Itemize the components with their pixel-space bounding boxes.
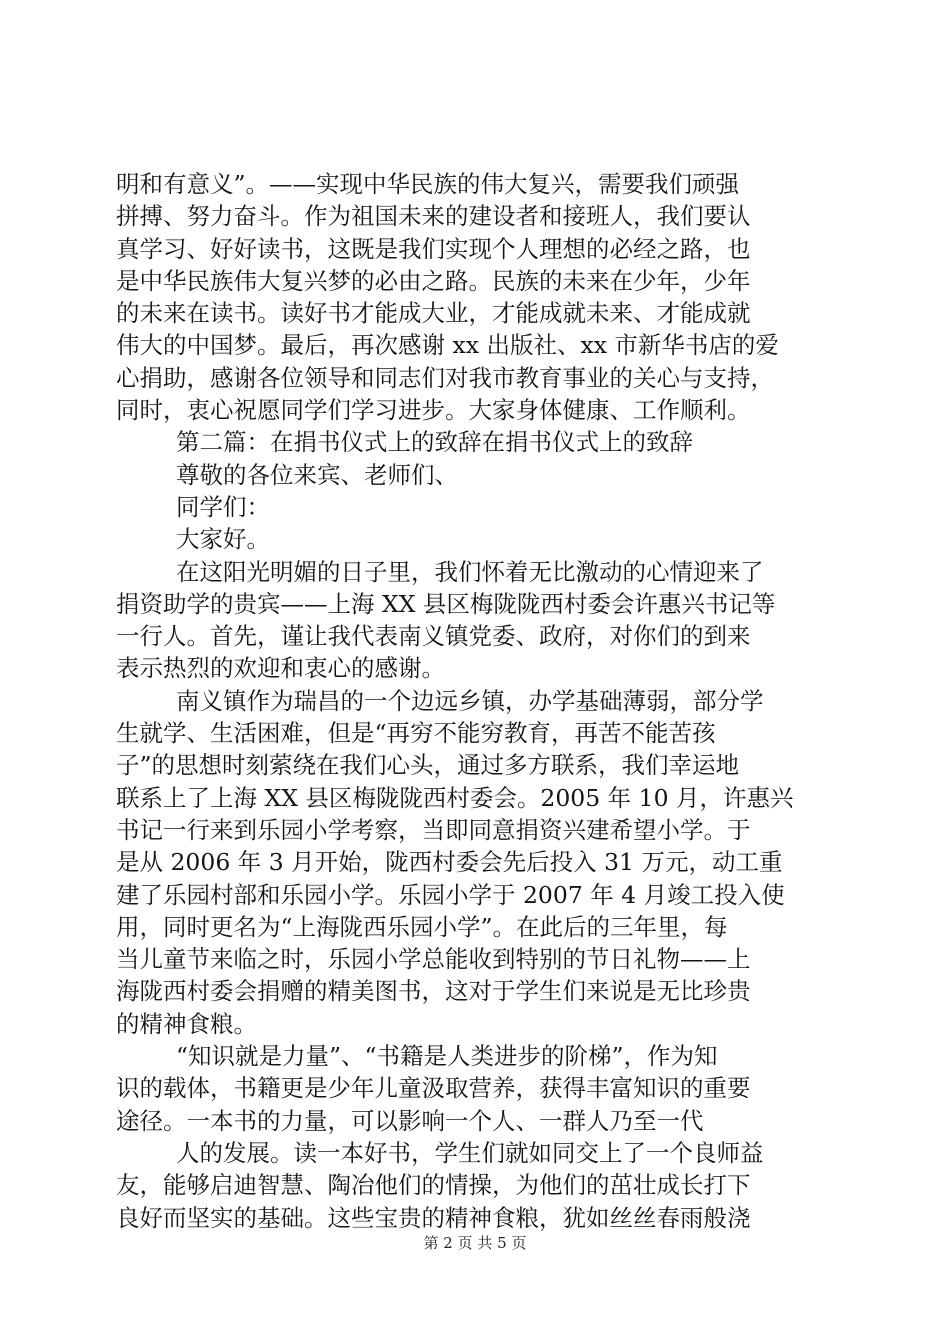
- text-line: 表示热烈的欢迎和衷心的感谢。: [116, 654, 445, 683]
- text-line: 拼搏、努力奋斗。作为祖国未来的建设者和接班人，我们要认: [116, 202, 751, 231]
- text-line: 途径。一本书的力量，可以影响一个人、一群人乃至一代: [116, 1106, 704, 1135]
- text-line: 真学习、好好读书，这既是我们实现个人理想的必经之路，也: [116, 234, 751, 263]
- salutation-line: 同学们：: [176, 492, 270, 521]
- text-line: 友，能够启迪智慧、陶冶他们的情操，为他们的茁壮成长打下: [116, 1171, 751, 1200]
- text-line: “知识就是力量”、“书籍是人类进步的阶梯”，作为知: [176, 1042, 718, 1071]
- text-line: 人的发展。读一本好书，学生们就如同交上了一个良师益: [176, 1138, 764, 1167]
- page-number-footer: 第 2 页 共 5 页: [423, 1234, 527, 1252]
- text-line: 捐资助学的贵宾——上海 XX 县区梅陇陇西村委会许惠兴书记等: [116, 589, 776, 618]
- text-line: 是中华民族伟大复兴梦的必由之路。民族的未来在少年，少年: [116, 266, 751, 295]
- text-line: 联系上了上海 XX 县区梅陇陇西村委会。2005 年 10 月，许惠兴: [116, 783, 794, 812]
- text-line: 在这阳光明媚的日子里，我们怀着无比激动的心情迎来了: [176, 557, 764, 586]
- text-line: 伟大的中国梦。最后，再次感谢 xx 出版社、xx 市新华书店的爱: [116, 331, 779, 360]
- text-line: 良好而坚实的基础。这些宝贵的精神食粮，犹如丝丝春雨般浇: [116, 1203, 751, 1232]
- section-heading: 第二篇：在捐书仪式上的致辞在捐书仪式上的致辞: [176, 428, 693, 457]
- text-line: 心捐助，感谢各位领导和同志们对我市教育事业的关心与支持，: [116, 363, 774, 392]
- text-line: 当儿童节来临之时，乐园小学总能收到特别的节日礼物——上: [116, 945, 751, 974]
- text-line: 同时，衷心祝愿同学们学习进步。大家身体健康、工作顺利。: [116, 396, 751, 425]
- text-line: 建了乐园村部和乐园小学。乐园小学于 2007 年 4 月竣工投入使: [116, 880, 785, 909]
- text-line: 是从 2006 年 3 月开始，陇西村委会先后投入 31 万元，动工重: [116, 848, 783, 877]
- text-line: 用，同时更名为“上海陇西乐园小学”。在此后的三年里，每: [116, 912, 728, 941]
- greeting-line: 大家好。: [176, 525, 270, 554]
- text-line: 的未来在读书。读好书才能成大业，才能成就未来、才能成就: [116, 299, 751, 328]
- text-line: 一行人。首先，谨让我代表南义镇党委、政府，对你们的到来: [116, 622, 751, 651]
- text-line: 子”的思想时刻萦绕在我们心头，通过多方联系，我们幸运地: [116, 751, 740, 780]
- document-body: [116, 168, 836, 1234]
- text-line: 的精神食粮。: [116, 1009, 257, 1038]
- text-line: 海陇西村委会捐赠的精美图书，这对于学生们来说是无比珍贵: [116, 977, 751, 1006]
- text-line: 书记一行来到乐园小学考察，当即同意捐资兴建希望小学。于: [116, 815, 751, 844]
- text-line: 南义镇作为瑞昌的一个边远乡镇，办学基础薄弱，部分学: [176, 686, 764, 715]
- text-line: 识的载体，书籍更是少年儿童汲取营养，获得丰富知识的重要: [116, 1074, 751, 1103]
- text-line: 明和有意义”。——实现中华民族的伟大复兴，需要我们顽强: [116, 170, 740, 198]
- text-line: 生就学、生活困难，但是“再穷不能穷教育，再苦不能苦孩: [116, 719, 716, 748]
- salutation-line: 尊敬的各位来宾、老师们、: [176, 460, 458, 489]
